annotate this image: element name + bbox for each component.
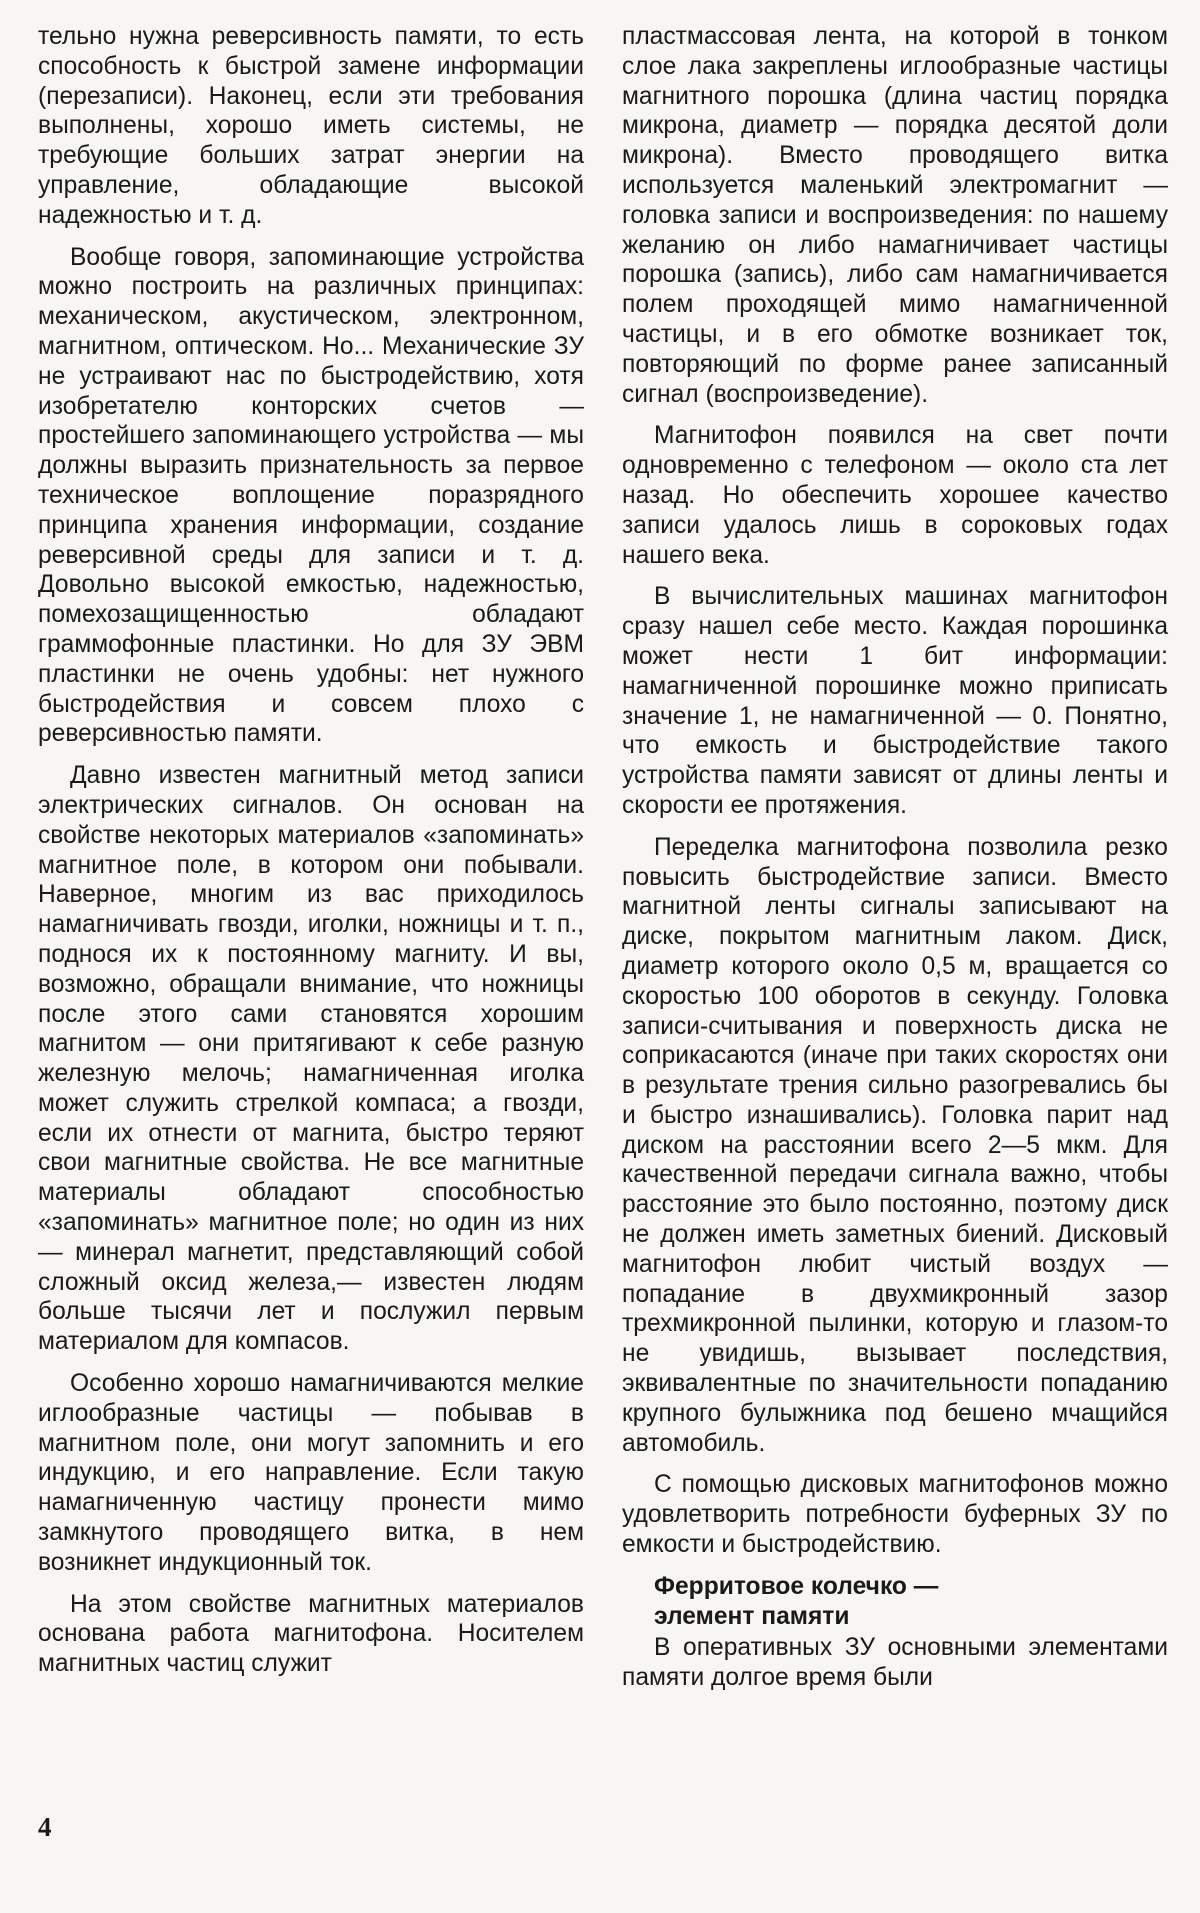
paragraph: Особенно хорошо намагничиваются мелкие иглообразные частицы — побывав в магнитном поле, они могут запомнить и его индукцию, и его направление. Если такую намагниченную частицу пронести мимо замкнутого проводящего витка, в нем возникнет индукционный ток. xyxy=(38,1370,584,1576)
section-heading-line: Ферритовое колечко — xyxy=(654,1572,939,1600)
paragraph: В оперативных ЗУ основными элементами памяти долгое время были xyxy=(622,1634,1168,1692)
paragraph: В вычислительных машинах магнитофон сразу нашел себе место. Каждая порошинка может нести 1 бит информации: намагниченной порошинке можно приписать значение 1, не намагниченной — 0. Понятно, что емкость и быстродействие такого устройства памяти зависят от длины ленты и скорости ее протяжения. xyxy=(622,583,1168,819)
right-column xyxy=(622,22,1168,1693)
paragraph: Давно известен магнитный метод записи электрических сигналов. Он основан на свойстве некоторых материалов «запоминать» магнитное поле, в котором они побывали. Наверное, многим из вас приходилось намагничивать гвозди, иголки, ножницы и т. п., поднося их к постоянному магниту. И вы, возможно, обращали внимание, что ножницы после этого сами становятся хорошим магнитом — они притягивают к себе разную железную мелочь; намагниченная иголка может служить стрелкой компаса; а гвозди, если их отнести от магнита, быстро теряют свои магнитные свойства. Не все магнитные материалы обладают способностью «запоминать» магнитное поле; но один из них — минерал магнетит, представляющий собой сложный оксид железа,— известен людям больше тысячи лет и послужил первым материалом для компасов. xyxy=(38,762,584,1356)
left-column xyxy=(38,22,584,1679)
paragraph: Магнитофон появился на свет почти одновременно с телефоном — около ста лет назад. Но обеспечить хорошее качество записи удалось лишь в сороковых годах нашего века. xyxy=(622,422,1168,569)
paragraph: С помощью дисковых магнитофонов можно удовлетворить потребности буферных ЗУ по емкости и быстродействию. xyxy=(622,1471,1168,1559)
section-heading-line: элемент памяти xyxy=(654,1602,850,1630)
section-heading xyxy=(622,1572,1168,1632)
paragraph: тельно нужна реверсивность памяти, то есть способность к быстрой замене информации (перезаписи). Наконец, если эти требования выполнены, хорошо иметь системы, не требующие больших затрат энергии на управление, обладающие высокой надежностью и т. д. xyxy=(38,23,584,229)
paragraph: На этом свойстве магнитных материалов основана работа магнитофона. Носителем магнитных частиц служит xyxy=(38,1590,584,1678)
paragraph: пластмассовая лента, на которой в тонком слое лака закреплены иглообразные частицы магнитного порошка (длина частиц порядка микрона, диаметр — порядка десятой доли микрона). Вместо проводящего витка используется маленький электромагнит — головка записи и воспроизведения: по нашему желанию он либо намагничивает частицы порошка (запись), либо сам намагничивается полем проходящей мимо намагниченной частицы, и в его обмотке возникает ток, повторяющий по форме ранее записанный сигнал (воспроизведение). xyxy=(622,23,1168,408)
paragraph: Вообще говоря, запоминающие устройства можно построить на различных принципах: механическом, акустическом, электронном, магнитном, оптическом. Но... Механические ЗУ не устраивают нас по быстродействию, хотя изобретателю конторских счетов — простейшего запоминающего устройства — мы должны выразить признательность за первое техническое воплощение поразрядного принципа хранения информации, создание реверсивной среды для записи и т. д. Довольно высокой емкостью, надежностью, помехозащищенностью обладают граммофонные пластинки. Но для ЗУ ЭВМ пластинки не очень удобны: нет нужного быстродействия и совсем плохо с реверсивностью памяти. xyxy=(38,243,584,748)
paragraph: Переделка магнитофона позволила резко повысить быстродействие записи. Вместо магнитной ленты сигналы записывают на диске, покрытом магнитным лаком. Диск, диаметр которого около 0,5 м, вращается со скоростью 100 оборотов в секунду. Головка записи-считывания и поверхность диска не соприкасаются (иначе при таких скоростях они в результате трения сильно разогревались бы и быстро изнашивались). Головка парит над диском на расстоянии всего 2—5 мкм. Для качественной передачи сигнала важно, чтобы расстояние это было постоянно, поэтому диск не должен иметь заметных биений. Дисковый магнитофон любит чистый воздух — попадание в двухмикронный зазор трехмикронной пылинки, которую и глазом-то не увидишь, вызывает последствия, эквивалентные по значительности попаданию крупного булыжника под бешено мчащийся автомобиль. xyxy=(622,833,1168,1457)
page-number: 4 xyxy=(38,1812,52,1842)
